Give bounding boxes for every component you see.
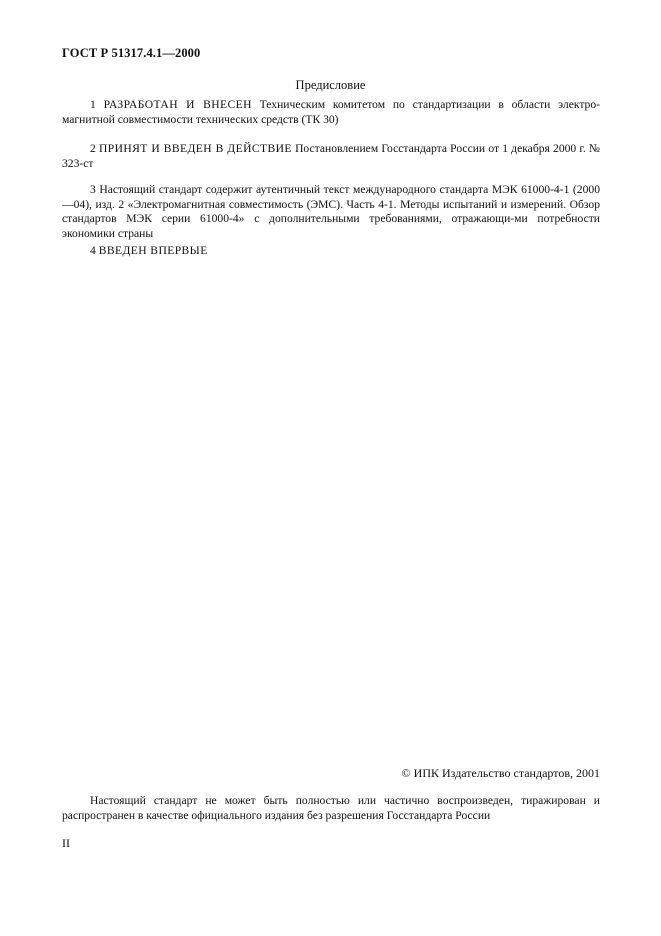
document-code: ГОСТ Р 51317.4.1—2000 [62, 46, 201, 60]
preface-item-4 [62, 244, 600, 259]
preface-heading: Предисловие [295, 78, 366, 92]
item-lead: ВВЕДЕН ВПЕРВЫЕ [98, 244, 208, 257]
item-text: Постановлением Госстандарта России от 1 декабря 2000 г. № 323-ст [62, 142, 600, 170]
item-text: Настоящий стандарт содержит аутентичный текст международного стандарта МЭК 61000-4-1 (2000—04), изд. 2 «Электромагнитная совместимость (ЭМС). Часть 4-1. Методы испытаний и измерений. Обзор стандартов МЭК серии 61000-4» с дополнительными требованиями, отражающи-ми потребности экономики страны [62, 183, 600, 240]
item-number: 1 [90, 98, 96, 111]
item-text: Техническим комитетом по стандартизации в области электро-магнитной совместимости технических средств (ТК 30) [62, 98, 600, 126]
item-number: 4 [90, 244, 96, 257]
preface-item-1 [62, 98, 600, 127]
item-lead: ПРИНЯТ И ВВЕДЕН В ДЕЙСТВИЕ [98, 142, 292, 155]
notice-text: Настоящий стандарт не может быть полностью или частично воспроизведен, тиражирован и распространен в качестве официального издания без разрешения Госстандарта России [62, 794, 600, 822]
preface-item-2 [62, 142, 600, 171]
item-lead: РАЗРАБОТАН И ВНЕСЕН [103, 98, 252, 111]
item-number: 3 [90, 183, 96, 196]
page-number: II [62, 836, 70, 850]
item-number: 2 [90, 142, 96, 155]
copyright-line: © ИПК Издательство стандартов, 2001 [401, 766, 600, 780]
reproduction-notice [62, 794, 600, 823]
preface-item-3 [62, 183, 600, 241]
